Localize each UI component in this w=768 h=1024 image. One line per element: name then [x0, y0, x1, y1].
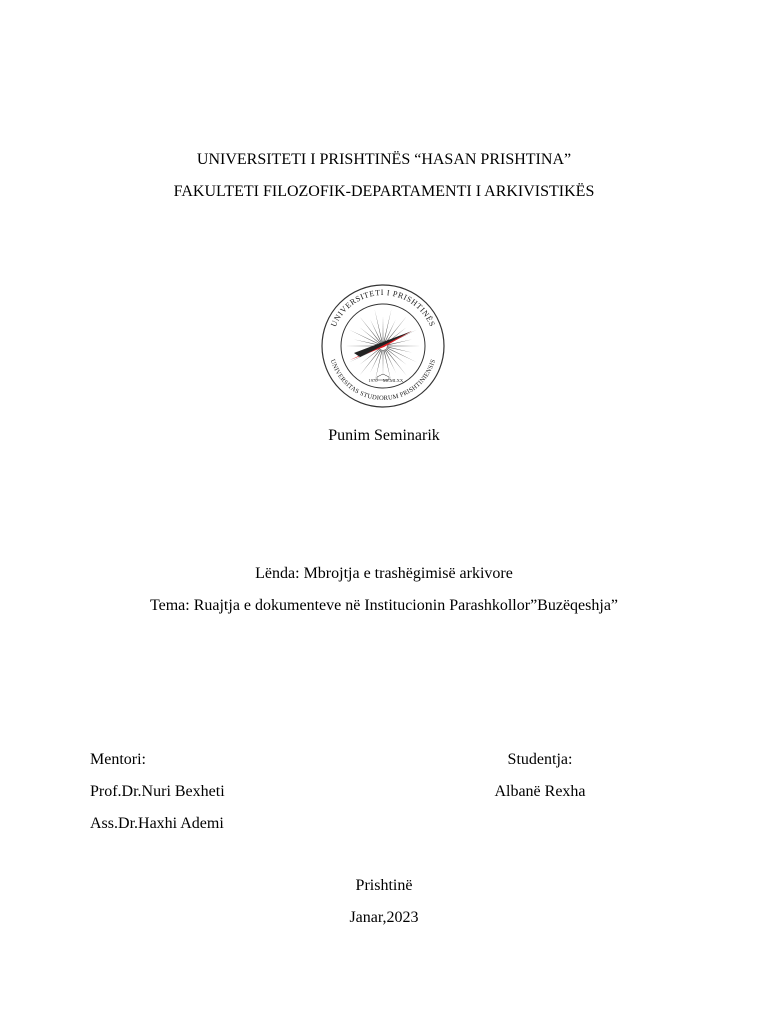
- student-label: Studentja:: [507, 751, 573, 768]
- seal-top-text: UNIVERSITETI I PRISHTINËS: [329, 287, 437, 329]
- mentors-label: Mentori:: [90, 751, 146, 768]
- faculty-name: FAKULTETI FILOZOFIK-DEPARTAMENTI I ARKIVISTIKËS: [173, 183, 595, 200]
- seal-ray: [384, 349, 396, 373]
- subject-line: Lënda: Mbrojtja e trashëgimisë arkivore: [255, 565, 513, 582]
- seal-ray: [370, 319, 382, 343]
- seal-roman-year: MCMLXX: [382, 378, 404, 383]
- seal-bottom-text: UNIVERSITAS STUDIORUM PRISHTINIENSIS: [328, 358, 438, 403]
- seal-ray: [383, 350, 384, 376]
- city: Prishtinë: [355, 877, 413, 894]
- mentor-name-2: Ass.Dr.Haxhi Ademi: [90, 815, 224, 832]
- seal-ray: [349, 330, 380, 345]
- date: Janar,2023: [349, 909, 419, 926]
- seal-ray: [383, 316, 384, 342]
- seal-ray: [386, 347, 417, 362]
- student-name: Albanë Rexha: [494, 783, 586, 800]
- university-seal-logo: [320, 283, 446, 409]
- seal-ray: [387, 346, 421, 347]
- topic-line: Tema: Ruajtja e dokumenteve në Institucionin Parashkollor”Buzëqeshja”: [149, 597, 619, 614]
- university-name: UNIVERSITETI I PRISHTINËS “HASAN PRISHTINA”: [196, 151, 572, 168]
- mentor-name-1: Prof.Dr.Nuri Bexheti: [90, 783, 225, 800]
- seal-year: 1970: [368, 378, 378, 383]
- seal-ray: [370, 349, 382, 373]
- document-type: Punim Seminarik: [328, 427, 440, 444]
